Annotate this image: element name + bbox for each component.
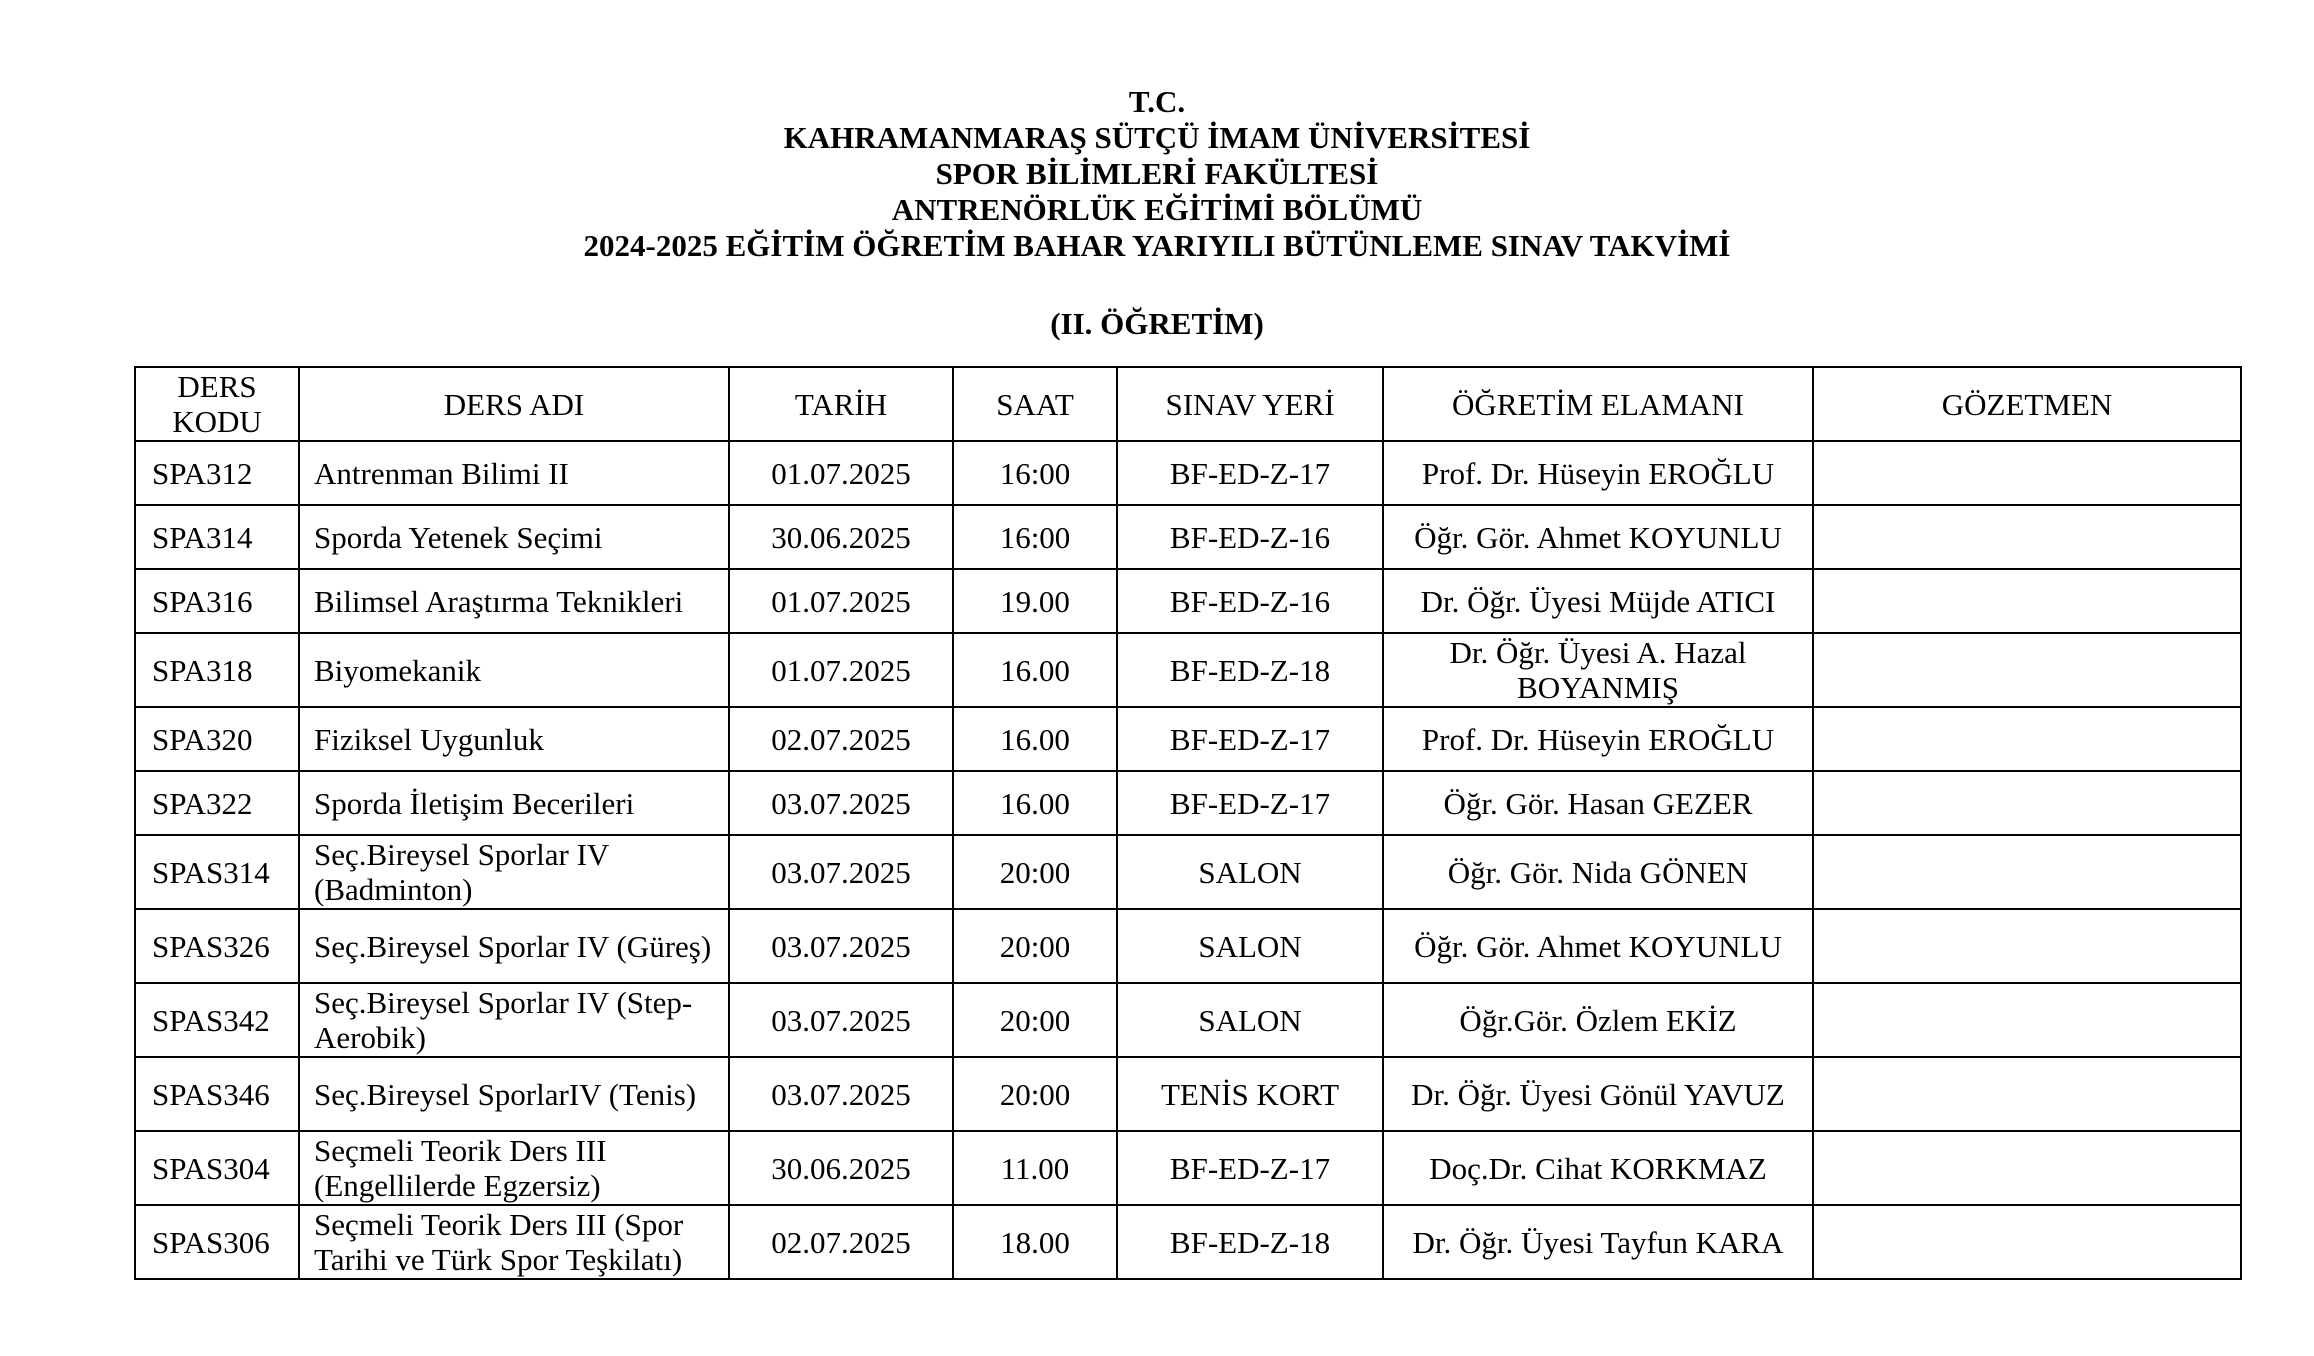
proctor-cell [1813, 909, 2241, 983]
course-code-cell: SPA316 [135, 569, 299, 633]
document-header [0, 84, 2314, 264]
time-cell: 20:00 [953, 835, 1117, 909]
time-cell: 16:00 [953, 505, 1117, 569]
exam-place-cell: BF-ED-Z-17 [1117, 707, 1383, 771]
course-name-cell: Seç.Bireysel Sporlar IV (Step-Aerobik) [299, 983, 729, 1057]
header-line-country: T.C. [1128, 84, 1186, 119]
table-row [135, 707, 2241, 771]
course-name-cell: Seç.Bireysel Sporlar IV (Güreş) [299, 909, 729, 983]
column-header-exam-place: SINAV YERİ [1117, 367, 1383, 441]
table-row [135, 633, 2241, 707]
exam-schedule-table [134, 366, 2242, 1280]
time-cell: 18.00 [953, 1205, 1117, 1279]
proctor-cell [1813, 1205, 2241, 1279]
date-cell: 03.07.2025 [729, 983, 953, 1057]
course-code-cell: SPAS304 [135, 1131, 299, 1205]
date-cell: 03.07.2025 [729, 909, 953, 983]
instructor-cell: Dr. Öğr. Üyesi Gönül YAVUZ [1383, 1057, 1813, 1131]
proctor-cell [1813, 569, 2241, 633]
table-row [135, 983, 2241, 1057]
proctor-cell [1813, 633, 2241, 707]
table-header-row [135, 367, 2241, 441]
course-name-cell: Seçmeli Teorik Ders III (Engellilerde Egzersiz) [299, 1131, 729, 1205]
column-header-instructor: ÖĞRETİM ELAMANI [1383, 367, 1813, 441]
course-code-cell: SPAS346 [135, 1057, 299, 1131]
proctor-cell [1813, 707, 2241, 771]
time-cell: 19.00 [953, 569, 1117, 633]
instructor-cell: Öğr. Gör. Ahmet KOYUNLU [1383, 505, 1813, 569]
date-cell: 01.07.2025 [729, 569, 953, 633]
proctor-cell [1813, 983, 2241, 1057]
column-header-course-code: DERS KODU [135, 367, 299, 441]
date-cell: 03.07.2025 [729, 771, 953, 835]
table-row [135, 1057, 2241, 1131]
time-cell: 20:00 [953, 1057, 1117, 1131]
course-name-cell: Sporda İletişim Becerileri [299, 771, 729, 835]
course-code-cell: SPAS314 [135, 835, 299, 909]
instructor-cell: Doç.Dr. Cihat KORKMAZ [1383, 1131, 1813, 1205]
course-code-cell: SPAS306 [135, 1205, 299, 1279]
exam-place-cell: BF-ED-Z-18 [1117, 633, 1383, 707]
header-line-department: ANTRENÖRLÜK EĞİTİMİ BÖLÜMÜ [891, 192, 1423, 227]
course-code-cell: SPAS342 [135, 983, 299, 1057]
exam-place-cell: SALON [1117, 909, 1383, 983]
proctor-cell [1813, 771, 2241, 835]
column-header-time: SAAT [953, 367, 1117, 441]
table-row [135, 771, 2241, 835]
exam-place-cell: BF-ED-Z-16 [1117, 505, 1383, 569]
course-code-cell: SPA318 [135, 633, 299, 707]
proctor-cell [1813, 505, 2241, 569]
instructor-cell: Dr. Öğr. Üyesi Müjde ATICI [1383, 569, 1813, 633]
table-row [135, 1131, 2241, 1205]
proctor-cell [1813, 441, 2241, 505]
date-cell: 03.07.2025 [729, 835, 953, 909]
column-header-proctor: GÖZETMEN [1813, 367, 2241, 441]
date-cell: 30.06.2025 [729, 505, 953, 569]
time-cell: 16.00 [953, 633, 1117, 707]
date-cell: 01.07.2025 [729, 633, 953, 707]
exam-place-cell: BF-ED-Z-16 [1117, 569, 1383, 633]
course-name-cell: Biyomekanik [299, 633, 729, 707]
course-code-cell: SPAS326 [135, 909, 299, 983]
table-row [135, 909, 2241, 983]
instructor-cell: Prof. Dr. Hüseyin EROĞLU [1383, 707, 1813, 771]
header-line-faculty: SPOR BİLİMLERİ FAKÜLTESİ [935, 156, 1379, 191]
table-row [135, 1205, 2241, 1279]
exam-place-cell: BF-ED-Z-17 [1117, 1131, 1383, 1205]
instructor-cell: Dr. Öğr. Üyesi A. Hazal BOYANMIŞ [1383, 633, 1813, 707]
instructor-cell: Dr. Öğr. Üyesi Tayfun KARA [1383, 1205, 1813, 1279]
course-name-cell: Seç.Bireysel SporlarIV (Tenis) [299, 1057, 729, 1131]
course-code-cell: SPA314 [135, 505, 299, 569]
exam-place-cell: BF-ED-Z-17 [1117, 771, 1383, 835]
instructor-cell: Öğr. Gör. Nida GÖNEN [1383, 835, 1813, 909]
course-name-cell: Antrenman Bilimi II [299, 441, 729, 505]
date-cell: 02.07.2025 [729, 707, 953, 771]
instructor-cell: Öğr. Gör. Ahmet KOYUNLU [1383, 909, 1813, 983]
date-cell: 01.07.2025 [729, 441, 953, 505]
header-line-university: KAHRAMANMARAŞ SÜTÇÜ İMAM ÜNİVERSİTESİ [783, 120, 1531, 155]
instructor-cell: Prof. Dr. Hüseyin EROĞLU [1383, 441, 1813, 505]
course-name-cell: Seçmeli Teorik Ders III (Spor Tarihi ve Türk Spor Teşkilatı) [299, 1205, 729, 1279]
table-row [135, 505, 2241, 569]
course-name-cell: Sporda Yetenek Seçimi [299, 505, 729, 569]
time-cell: 20:00 [953, 983, 1117, 1057]
time-cell: 20:00 [953, 909, 1117, 983]
proctor-cell [1813, 835, 2241, 909]
instructor-cell: Öğr.Gör. Özlem EKİZ [1383, 983, 1813, 1057]
exam-place-cell: SALON [1117, 983, 1383, 1057]
column-header-course-name: DERS ADI [299, 367, 729, 441]
course-code-cell: SPA320 [135, 707, 299, 771]
course-name-cell: Seç.Bireysel Sporlar IV (Badminton) [299, 835, 729, 909]
exam-place-cell: TENİS KORT [1117, 1057, 1383, 1131]
course-name-cell: Bilimsel Araştırma Teknikleri [299, 569, 729, 633]
exam-place-cell: BF-ED-Z-17 [1117, 441, 1383, 505]
exam-place-cell: SALON [1117, 835, 1383, 909]
time-cell: 16.00 [953, 771, 1117, 835]
course-code-cell: SPA312 [135, 441, 299, 505]
instructor-cell: Öğr. Gör. Hasan GEZER [1383, 771, 1813, 835]
time-cell: 11.00 [953, 1131, 1117, 1205]
date-cell: 03.07.2025 [729, 1057, 953, 1131]
table-row [135, 835, 2241, 909]
date-cell: 30.06.2025 [729, 1131, 953, 1205]
education-program-subtitle: (II. ÖĞRETİM) [1050, 306, 1264, 341]
exam-place-cell: BF-ED-Z-18 [1117, 1205, 1383, 1279]
proctor-cell [1813, 1131, 2241, 1205]
header-line-schedule-title: 2024-2025 EĞİTİM ÖĞRETİM BAHAR YARIYILI BÜTÜNLEME SINAV TAKVİMİ [583, 228, 1731, 263]
column-header-date: TARİH [729, 367, 953, 441]
time-cell: 16:00 [953, 441, 1117, 505]
date-cell: 02.07.2025 [729, 1205, 953, 1279]
course-name-cell: Fiziksel Uygunluk [299, 707, 729, 771]
time-cell: 16.00 [953, 707, 1117, 771]
table-row [135, 569, 2241, 633]
proctor-cell [1813, 1057, 2241, 1131]
table-row [135, 441, 2241, 505]
course-code-cell: SPA322 [135, 771, 299, 835]
